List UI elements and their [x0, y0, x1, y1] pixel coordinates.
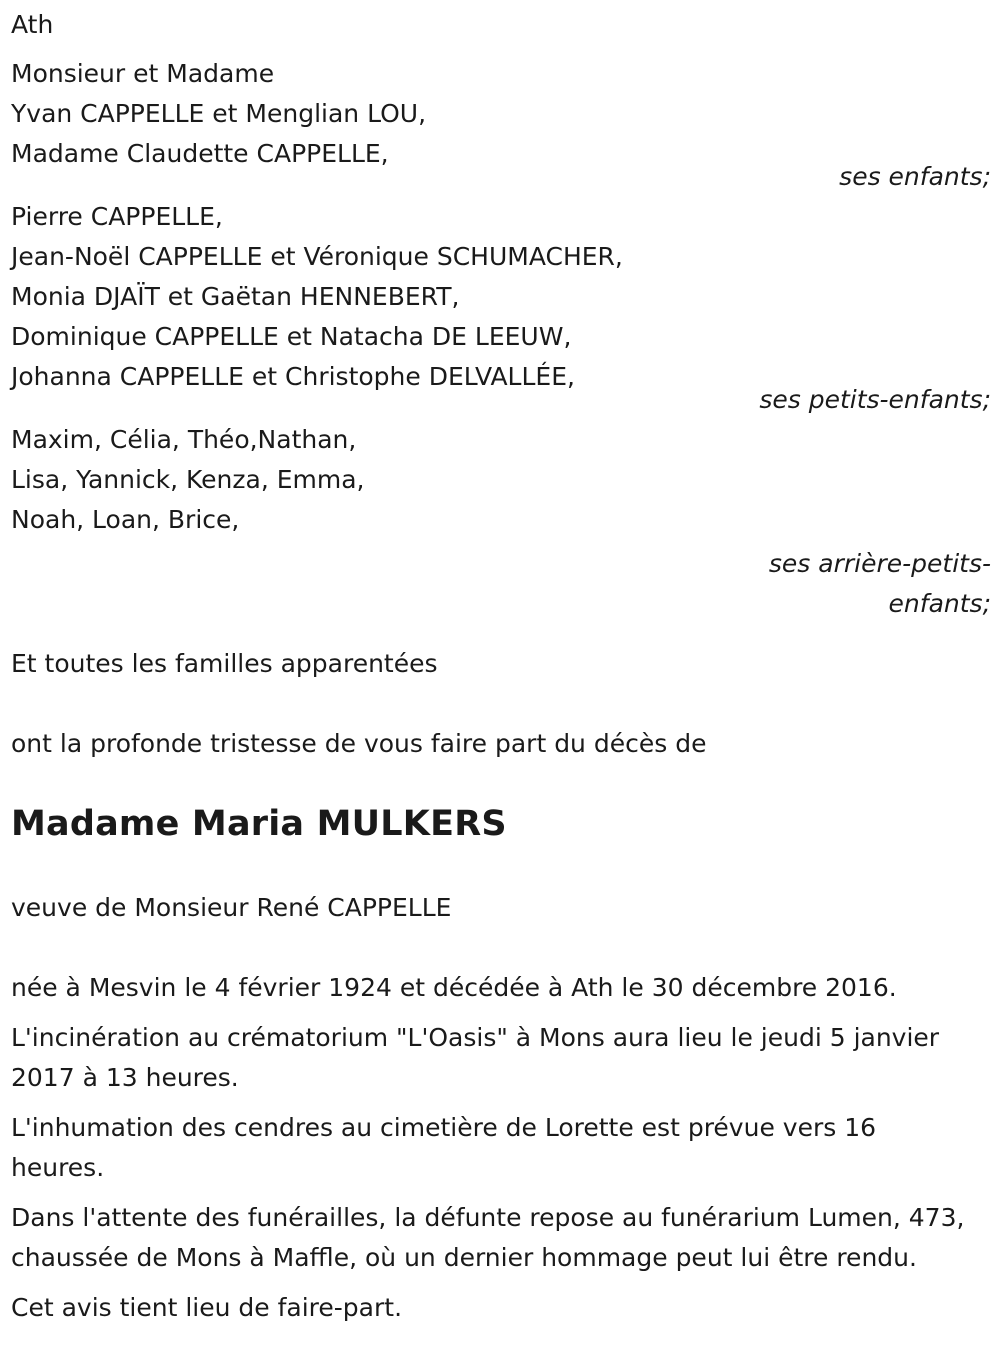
widow-of: veuve de Monsieur René CAPPELLE	[11, 893, 452, 922]
children-block	[11, 54, 991, 197]
great-grandchildren-role: ses arrière-petits-	[768, 549, 991, 578]
great-grandchildren-block	[11, 420, 991, 624]
cremation-info: L'incinération au crématorium "L'Oasis" à Mons aura lieu le jeudi 5 janvier 2017 à 13 heures.	[11, 1023, 940, 1092]
great-grandchildren-line: Maxim, Célia, Théo,Nathan,	[11, 425, 357, 454]
grandchildren-line: Johanna CAPPELLE et Christophe DELVALLÉE,	[11, 362, 575, 391]
obituary-notice	[11, 5, 991, 1328]
families-line: Et toutes les familles apparentées	[11, 649, 438, 678]
children-line: Yvan CAPPELLE et Menglian LOU,	[11, 99, 427, 128]
grandchildren-line: Dominique CAPPELLE et Natacha DE LEEUW,	[11, 322, 572, 351]
announcement: ont la profonde tristesse de vous faire part du décès de	[11, 729, 707, 758]
grandchildren-line: Jean-Noël CAPPELLE et Véronique SCHUMACHER,	[11, 242, 623, 271]
notice-line: Cet avis tient lieu de faire-part.	[11, 1293, 403, 1322]
grandchildren-block	[11, 197, 991, 420]
grandchildren-line: Monia DJAÏT et Gaëtan HENNEBERT,	[11, 282, 460, 311]
children-line: Madame Claudette CAPPELLE,	[11, 139, 389, 168]
great-grandchildren-role-continued: enfants;	[888, 589, 991, 618]
children-line: Monsieur et Madame	[11, 59, 275, 88]
grandchildren-role: ses petits-enfants;	[759, 385, 991, 414]
funerarium-info: Dans l'attente des funérailles, la défunte repose au funérarium Lumen, 473, chaussée de Mons à Maffle, où un dernier hommage peut lui être rendu.	[11, 1203, 965, 1272]
grandchildren-line: Pierre CAPPELLE,	[11, 202, 223, 231]
location: Ath	[11, 10, 54, 39]
spacer	[11, 45, 991, 54]
birth-death: née à Mesvin le 4 février 1924 et décédée à Ath le 30 décembre 2016.	[11, 973, 897, 1002]
deceased-name: Madame Maria MULKERS	[11, 804, 507, 844]
great-grandchildren-line: Noah, Loan, Brice,	[11, 505, 240, 534]
great-grandchildren-line: Lisa, Yannick, Kenza, Emma,	[11, 465, 365, 494]
children-role: ses enfants;	[839, 162, 991, 191]
burial-info: L'inhumation des cendres au cimetière de Lorette est prévue vers 16 heures.	[11, 1113, 877, 1182]
